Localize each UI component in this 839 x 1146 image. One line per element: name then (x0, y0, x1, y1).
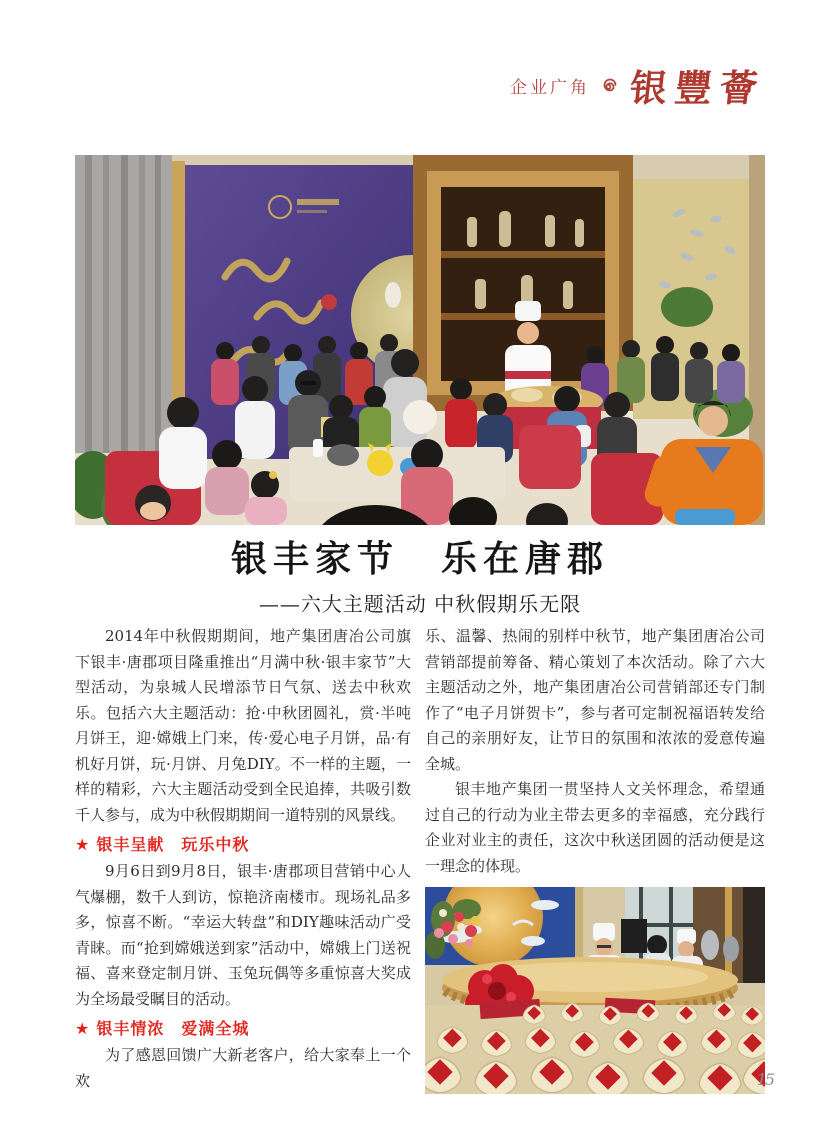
article-subtitle: ——六大主题活动 中秋假期乐无限 (258, 592, 582, 616)
paragraph: 为了感恩回馈广大新老客户，给大家奉上一个欢 (75, 1046, 411, 1090)
paragraph: 银丰地产集团一贯坚持人文关怀理念，希望通过自己的行动为业主带去更多的幸福感，充分践行企业对业主的责任，这次中秋送团圆的活动便是这一理念的体现。 (425, 780, 765, 875)
paragraph: 9月6日到9月8日，银丰·唐郡项目营销中心人气爆棚，数千人到访，惊艳济南楼市。现场礼品多多，惊喜不断。“幸运大转盘”和DIY趣味活动广受青睐。而“抢到嫦娥送到家”活动中，嫦娥上门送祝福、喜来登定制月饼、玉兔玩偶等多重惊喜大奖成为全场最受瞩目的活动。 (75, 862, 411, 1008)
mooncake-photo-scene (425, 887, 765, 1094)
swirl-logo-icon (600, 75, 620, 107)
star-icon: ★ (75, 835, 90, 854)
section-heading: ★ 银丰呈献 玩乐中秋 (75, 835, 250, 854)
right-column (425, 624, 765, 1094)
page-header (510, 66, 768, 110)
paragraph: 2014年中秋假期期间，地产集团唐冶公司旗下银丰·唐郡项目隆重推出“月满中秋·银丰家节”大型活动，为泉城人民增添节日气氛、送去中秋欢乐。包括六大主题活动：抢·中秋团圆礼，赏·半吨月饼王，迎·嫦娥上门来，传·爱心电子月饼，品·有机好月饼，玩·月饼、月兔DIY。不一样的主题，一样的精彩，六大主题活动受到全民追捧，共吸引数千人参与，成为中秋假期期间一道特别的风景线。 (75, 627, 411, 824)
section-label: 企业广角 (510, 78, 590, 98)
section-heading: ★ 银丰情浓 爱满全城 (75, 1019, 250, 1038)
left-column (75, 624, 411, 1094)
page-number: 15 (756, 1070, 773, 1089)
brand-calligraphy: 银豐薈 (627, 66, 768, 110)
mooncake-photo (425, 887, 765, 1094)
event-photo-main (75, 155, 765, 525)
article-title: 银丰家节 乐在唐郡 (230, 538, 609, 580)
article-body (75, 624, 765, 1094)
star-icon: ★ (75, 1019, 90, 1038)
paragraph: 乐、温馨、热闹的别样中秋节，地产集团唐冶公司营销部提前筹备、精心策划了本次活动。除了六大主题活动之外，地产集团唐冶公司营销部还专门制作了“电子月饼贺卡”，参与者可定制祝福语转发给自己的亲朋好友，让节日的氛围和浓浓的爱意传遍全城。 (425, 627, 765, 773)
gray-curtain (75, 155, 172, 453)
gift-packages (425, 998, 765, 1094)
event-photo-scene (75, 155, 765, 525)
